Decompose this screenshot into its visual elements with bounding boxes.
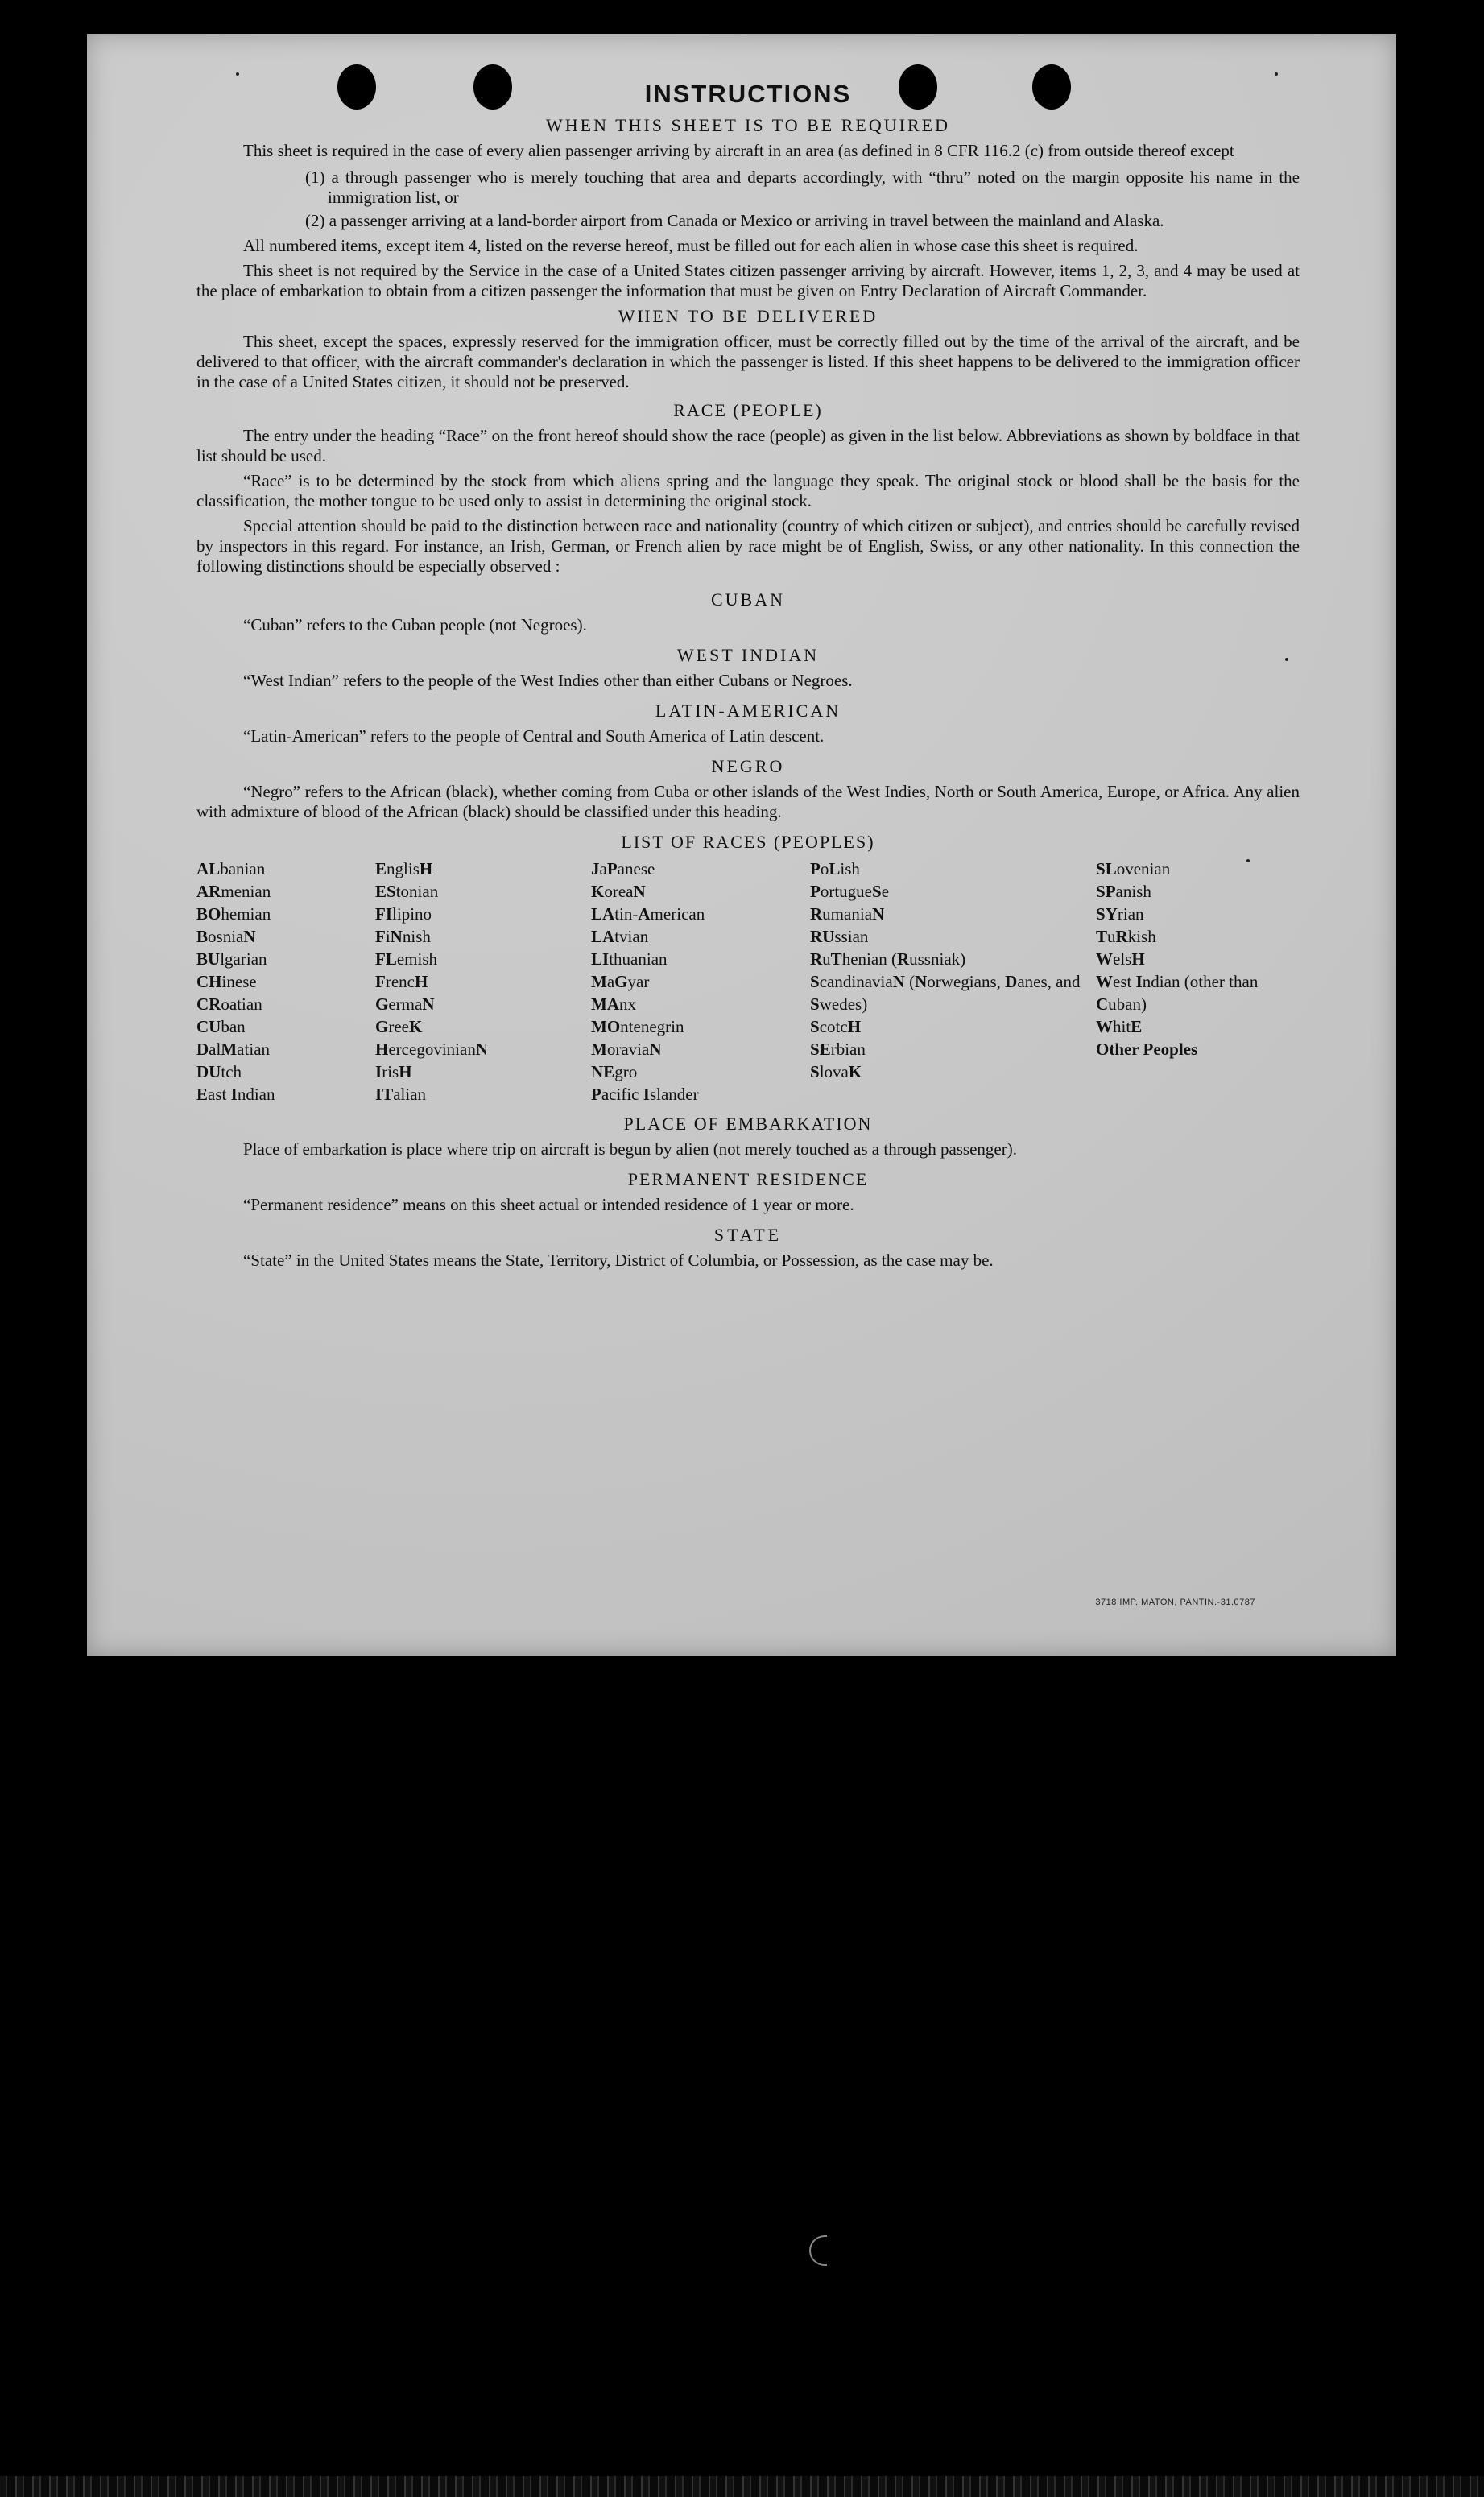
paragraph: “Permanent residence” means on this sheet actual or intended residence of 1 year or more. (243, 1195, 854, 1214)
race-item: FrencH (375, 972, 428, 991)
race-item: SErbian (810, 1040, 866, 1059)
race-item: MOntenegrin (591, 1017, 684, 1036)
race-item: FiNnish (375, 927, 431, 946)
races-column (591, 858, 810, 1106)
heading-west-indian: WEST INDIAN (676, 645, 820, 665)
race-item: ScandinaviaN (Norwegians, Danes, and Swedes) (810, 972, 1081, 1014)
paragraph: This sheet is not required by the Service in the case of a United States citizen passenger arriving by aircraft. However, items 1, 2, 3, and 4 may be used at the place of embarkation to obtain from a citizen passenger the information that must be given on Entry Declaration of Aircraft Commander. (196, 261, 1300, 300)
race-item: FIlipino (375, 904, 432, 924)
paragraph: “Cuban” refers to the Cuban people (not Negroes). (243, 615, 587, 635)
race-item: WhitE (1096, 1017, 1143, 1036)
race-item: ARmenian (196, 882, 271, 901)
paragraph: “Latin-American” refers to the people of Central and South America of Latin descent. (243, 726, 825, 746)
race-item: GreeK (375, 1017, 423, 1036)
heading-state: STATE (713, 1225, 783, 1245)
race-item: RumaniaN (810, 904, 885, 924)
race-item: PortugueSe (810, 882, 890, 901)
paragraph: “West Indian” refers to the people of the West Indies other than either Cubans or Negroes. (243, 671, 853, 690)
race-item: SlovaK (810, 1062, 862, 1081)
instructions-content (196, 78, 1300, 1271)
list-item: (2) a passenger arriving at a land-border airport from Canada or Mexico or arriving in travel between the mainland and Alaska. (305, 211, 1164, 230)
races-column (375, 858, 591, 1106)
race-item: East Indian (196, 1085, 275, 1104)
races-column (810, 858, 1096, 1106)
race-item: ALbanian (196, 859, 266, 878)
races-column (1096, 858, 1300, 1106)
heading-when-required: WHEN THIS SHEET IS TO BE REQUIRED (546, 115, 950, 135)
race-item: Pacific Islander (591, 1085, 699, 1104)
document-sheet (87, 34, 1396, 1656)
races-list (196, 858, 1300, 1106)
race-item: BUlgarian (196, 949, 267, 969)
heading-negro: NEGRO (711, 756, 785, 776)
race-item: LAtvian (591, 927, 649, 946)
race-item: IrisH (375, 1062, 412, 1081)
race-item: CHinese (196, 972, 257, 991)
race-item: EStonian (375, 882, 439, 901)
race-item: MaGyar (591, 972, 650, 991)
race-item: KoreaN (591, 882, 646, 901)
race-item: SPanish (1096, 882, 1151, 901)
paragraph: This sheet, except the spaces, expressly reserved for the immigration officer, must be correctly filled out by the time of the arrival of the aircraft, and be delivered to that officer, with the aircraft commander's declaration in which the passenger is listed. If this sheet happens to be delivered to the immigration officer in the case of a United States citizen, it should not be preserved. (196, 332, 1300, 391)
speck (236, 72, 239, 76)
race-item: BOhemian (196, 904, 271, 924)
paragraph: Special attention should be paid to the distinction between race and nationality (country of which citizen or subject), and entries should be carefully revised by inspectors in this regard. For instance, an Irish, German, or French alien by race might be of English, Swiss, or any other nationality. In this connection the following distinctions should be especially observed : (196, 516, 1300, 576)
heading-race: RACE (PEOPLE) (673, 400, 823, 420)
race-item: CUban (196, 1017, 246, 1036)
printer-imprint: 3718 IMP. MATON, PANTIN.-31.0787 (1095, 1598, 1255, 1607)
race-item: MAnx (591, 994, 636, 1014)
race-item: TuRkish (1096, 927, 1156, 946)
race-item: BosniaN (196, 927, 256, 946)
race-item: RuThenian (Russniak) (810, 949, 966, 969)
race-item: CRoatian (196, 994, 262, 1014)
scan-artifact (809, 2235, 827, 2266)
race-item: MoraviaN (591, 1040, 662, 1059)
paragraph: “Negro” refers to the African (black), whether coming from Cuba or other islands of the West Indies, North or South America, Europe, or Africa. Any alien with admixture of blood of the African (black) should be classified under this heading. (196, 782, 1300, 821)
paragraph: This sheet is required in the case of every alien passenger arriving by aircraft in an area (as defined in 8 CFR 116.2 (c) from outside thereof except (243, 141, 1234, 160)
race-item: GermaN (375, 994, 435, 1014)
race-item: EnglisH (375, 859, 433, 878)
race-item: PoLish (810, 859, 860, 878)
race-item: WelsH (1096, 949, 1145, 969)
heading-latin-american: LATIN-AMERICAN (655, 701, 841, 721)
paragraph: “State” in the United States means the State, Territory, District of Columbia, or Possession, as the case may be. (243, 1251, 994, 1270)
race-item: ITalian (375, 1085, 427, 1104)
paragraph: Place of embarkation is place where trip on aircraft is begun by alien (not merely touched as a through passenger). (243, 1139, 1017, 1159)
race-item: JaPanese (591, 859, 655, 878)
race-item: DUtch (196, 1062, 242, 1081)
list-item: (1) a through passenger who is merely touching that area and departs accordingly, with “thru” noted on the margin opposite his name in the immigration list, or (305, 167, 1300, 207)
race-item: West Indian (other than Cuban) (1096, 972, 1259, 1014)
race-item: LAtin-American (591, 904, 705, 924)
heading-when-delivered: WHEN TO BE DELIVERED (618, 306, 878, 326)
paragraph: The entry under the heading “Race” on the front hereof should show the race (people) as given in the list below. Abbreviations as shown by boldface in that list should be used. (196, 426, 1300, 465)
race-item: ScotcH (810, 1017, 862, 1036)
race-item: HercegovinianN (375, 1040, 489, 1059)
paragraph: All numbered items, except item 4, listed on the reverse hereof, must be filled out for each alien in whose case this sheet is required. (243, 236, 1139, 255)
race-item: LIthuanian (591, 949, 668, 969)
page-title: INSTRUCTIONS (644, 80, 852, 108)
paragraph: “Race” is to be determined by the stock from which aliens spring and the language they speak. The original stock or blood shall be the basis for the classification, the mother tongue to be used only to assist in determining the original stock. (196, 471, 1300, 511)
heading-cuban: CUBAN (710, 589, 785, 610)
heading-residence: PERMANENT RESIDENCE (627, 1169, 869, 1189)
heading-list-of-races: LIST OF RACES (PEOPLES) (621, 832, 875, 852)
races-column (196, 858, 375, 1106)
speck (1275, 72, 1278, 76)
heading-embarkation: PLACE OF EMBARKATION (623, 1114, 873, 1134)
race-item: SYrian (1096, 904, 1144, 924)
race-item: NEgro (591, 1062, 638, 1081)
race-item: SLovenian (1096, 859, 1171, 878)
race-item: DalMatian (196, 1040, 271, 1059)
scan-edge-noise (0, 2476, 1484, 2497)
race-item: Other Peoples (1096, 1040, 1198, 1059)
race-item: RUssian (810, 927, 869, 946)
race-item: FLemish (375, 949, 438, 969)
